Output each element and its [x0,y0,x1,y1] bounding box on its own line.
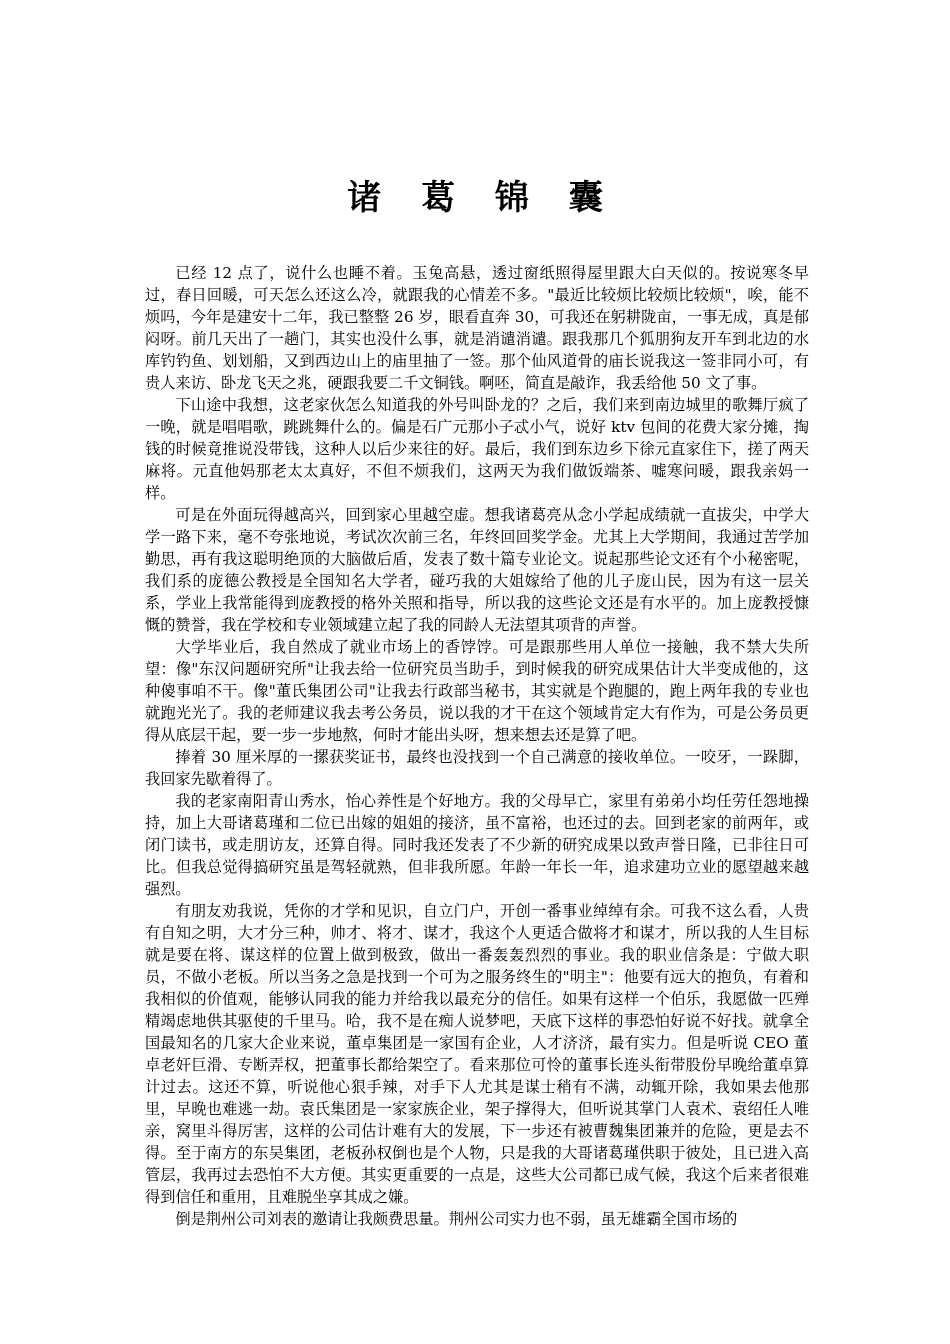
paragraph: 有朋友劝我说，凭你的才学和见识，自立门户，开创一番事业绰绰有余。可我不这么看，人贵有自知之明，大才分三种，帅才、将才、谋才，我这个人更适合做将才和谋才，所以我的人生目标就是要在将、谋这样的位置上做到极致，做出一番轰轰烈烈的事业。我的职业信条是：宁做大职员，不做小老板。所以当务之急是找到一个可为之服务终生的"明主"：他要有远大的抱负，有着和我相似的价值观，能够认同我的能力并给我以最充分的信任。如果有这样一个伯乐，我愿做一匹殚精竭虑地供其驱使的千里马。哈，我不是在痴人说梦吧，天底下这样的事恐怕好说不好找。就拿全国最知名的几家大企业来说，董卓集团是一家国有企业，人才济济，最有实力。但是听说 CEO 董卓老奸巨滑、专断弄权，把董事长都给架空了。看来那位可怜的董事长连头衔带股份早晚给董卓算计过去。这还不算，听说他心狠手辣，对手下人尤其是谋士稍有不满，动辄开除，我如果去他那里，早晚也难逃一劫。袁氏集团是一家家族企业，架子撑得大，但听说其掌门人袁术、袁绍任人唯亲，窝里斗得厉害，这样的公司估计难有大的发展，下一步还有被曹魏集团兼并的危险，更是去不得。至于南方的东吴集团，老板孙权倒也是个人物，只是我的大哥诸葛瑾供职于彼处，且已进入高管层，我再过去恐怕不大方便。其实更重要的一点是，这些大公司都已成气候，我这个后来者很难得到信任和重用，且难脱坐享其成之嫌。 [145,902,809,1206]
paragraph: 倒是荆州公司刘表的邀请让我颇费思量。荆州公司实力也不弱，虽无雄霸全国市场的 [175,1210,738,1228]
paragraph: 可是在外面玩得越高兴，回到家心里越空虚。想我诸葛亮从念小学起成绩就一直拔尖，中学大学一路下来，毫不夸张地说，考试次次前三名，年终回回奖学金。尤其上大学期间，我通过苦学加勤思，再有我这聪明绝顶的大脑做后盾，发表了数十篇专业论文。说起那些论文还有个小秘密呢，我们系的庞德公教授是全国知名大学者，碰巧我的大姐嫁给了他的儿子庞山民，因为有这一层关系，学业上我常能得到庞教授的格外关照和指导，所以我的这些论文还是有水平的。加上庞教授慷慨的赞誉，我在学校和专业领域建立起了我的同龄人无法望其项背的声誉。 [145,506,809,634]
paragraph: 大学毕业后，我自然成了就业市场上的香饽饽。可是跟那些用人单位一接触，我不禁大失所望：像"东汉问题研究所"让我去给一位研究员当助手，到时候我的研究成果估计大半变成他的，这种傻事咱不干。像"董氏集团公司"让我去行政部当秘书，其实就是个跑腿的，跑上两年我的专业也就跑光光了。我的老师建议我去考公务员，说以我的才干在这个领域肯定大有作为，可是公务员更得从底层干起，要一步一步地熬，何时才能出头呀，想来想去还是算了吧。 [145,638,809,744]
document-body [145,262,809,1230]
paragraph: 下山途中我想，这老家伙怎么知道我的外号叫卧龙的？之后，我们来到南边城里的歌舞厅疯了一晚，就是唱唱歌，跳跳舞什么的。偏是石广元那小子忒小气，说好 ktv 包间的花费大家分摊，掏钱的时候竟推说没带钱，这种人以后少来往的好。最后，我们到东边乡下徐元直家住下，搓了两天麻将。元直他妈那老太太真好，不但不烦我们，这两天为我们做饭端茶、嘘寒问暖，跟我亲妈一样。 [145,396,809,502]
paragraph: 捧着 30 厘米厚的一摞获奖证书，最终也没找到一个自己满意的接收单位。一咬牙，一跺脚，我回家先歇着得了。 [145,748,809,788]
paragraph: 我的老家南阳青山秀水，怡心养性是个好地方。我的父母早亡，家里有弟弟小均任劳任怨地操持，加上大哥诸葛瑾和二位已出嫁的姐姐的接济，虽不富裕，也还过的去。回到老家的前两年，或闭门读书，或走朋访友，还算自得。同时我还发表了不少新的研究成果以致声誉日隆，已非往日可比。但我总觉得搞研究虽是驾轻就熟，但非我所愿。年龄一年长一年，追求建功立业的愿望越来越强烈。 [145,792,809,898]
paragraph: 已经 12 点了，说什么也睡不着。玉兔高悬，透过窗纸照得屋里跟大白天似的。按说寒冬早过，春日回暖，可天怎么还这么冷，就跟我的心情差不多。"最近比较烦比较烦比较烦"，唉，能不烦吗，今年是建安十二年，我已整整 26 岁，眼看直奔 30，可我还在躬耕陇亩，一事无成，真是郁闷呀。前几天出了一趟门，其实也没什么事，就是消谴消谴。跟我那几个狐朋狗友开车到北边的水库钓钓鱼、划划船，又到西边山上的庙里抽了一签。那个仙风道骨的庙长说我这一签非同小可，有贵人来访、卧龙飞天之兆，硬跟我要二千文铜钱。啊呸，简直是敲诈，我丢给他 50 文了事。 [145,264,809,392]
document-title: 诸 葛 锦 囊 [347,178,617,218]
